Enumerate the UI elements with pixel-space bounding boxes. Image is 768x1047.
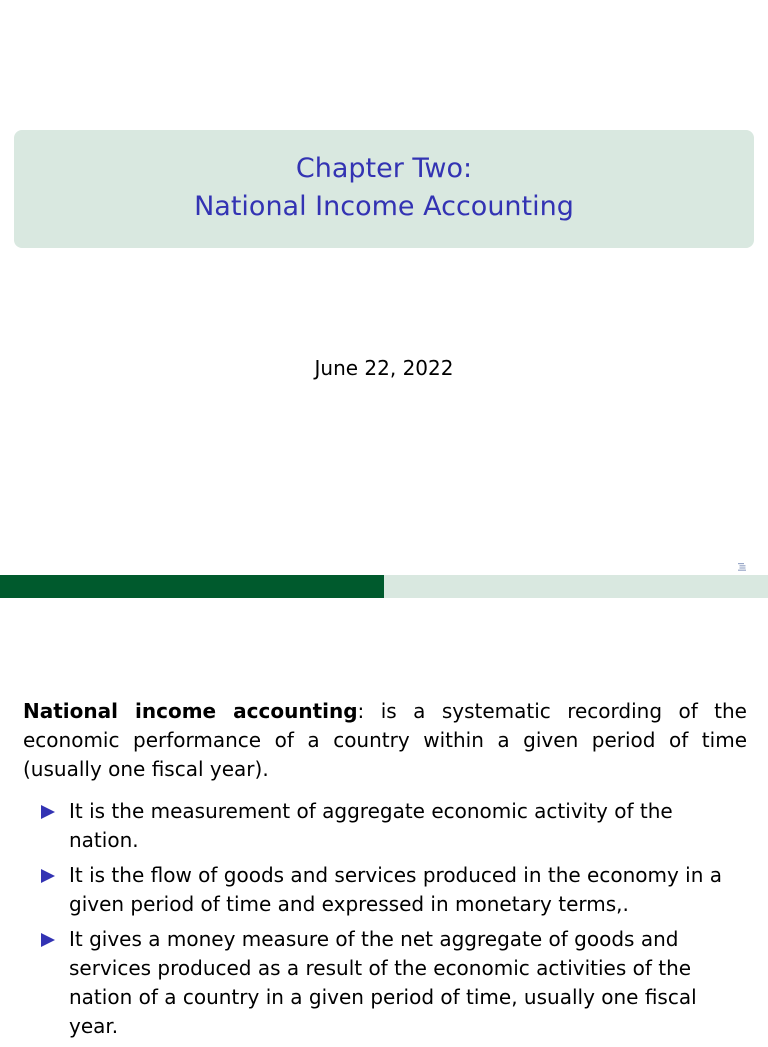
- slide-title-line-2: National Income Accounting: [194, 191, 574, 222]
- bullet-list: [23, 797, 747, 1047]
- triangle-bullet-icon: [41, 933, 55, 947]
- bullet-text: It is the measurement of aggregate economic activity of the nation.: [69, 799, 673, 852]
- beamer-navigation-icon[interactable]: [737, 562, 748, 573]
- bullet-text: It is the flow of goods and services produced in the economy in a given period of time and expressed in monetary terms,.: [69, 863, 723, 916]
- bullet-text: It gives a money measure of the net aggregate of goods and services produced as a result of the economic activities of the nation of a country in a given period of time, usually one fiscal year.: [69, 927, 697, 1038]
- slide-date: June 22, 2022: [314, 356, 454, 380]
- definition-term: National income accounting: [23, 699, 358, 723]
- progress-bar-fill: [0, 575, 384, 598]
- definition-paragraph: [23, 697, 747, 784]
- bullet-item: [23, 797, 747, 855]
- slide-title-line-1: Chapter Two:: [295, 153, 473, 184]
- progress-bar: [0, 575, 768, 598]
- triangle-bullet-icon: [41, 805, 55, 819]
- triangle-bullet-icon: [41, 869, 55, 883]
- bullet-item: [23, 861, 747, 919]
- title-box: [14, 130, 754, 248]
- definition-text: : is a systematic recording of the economic performance of a country within a given period of time (usually one fiscal year).: [23, 699, 747, 781]
